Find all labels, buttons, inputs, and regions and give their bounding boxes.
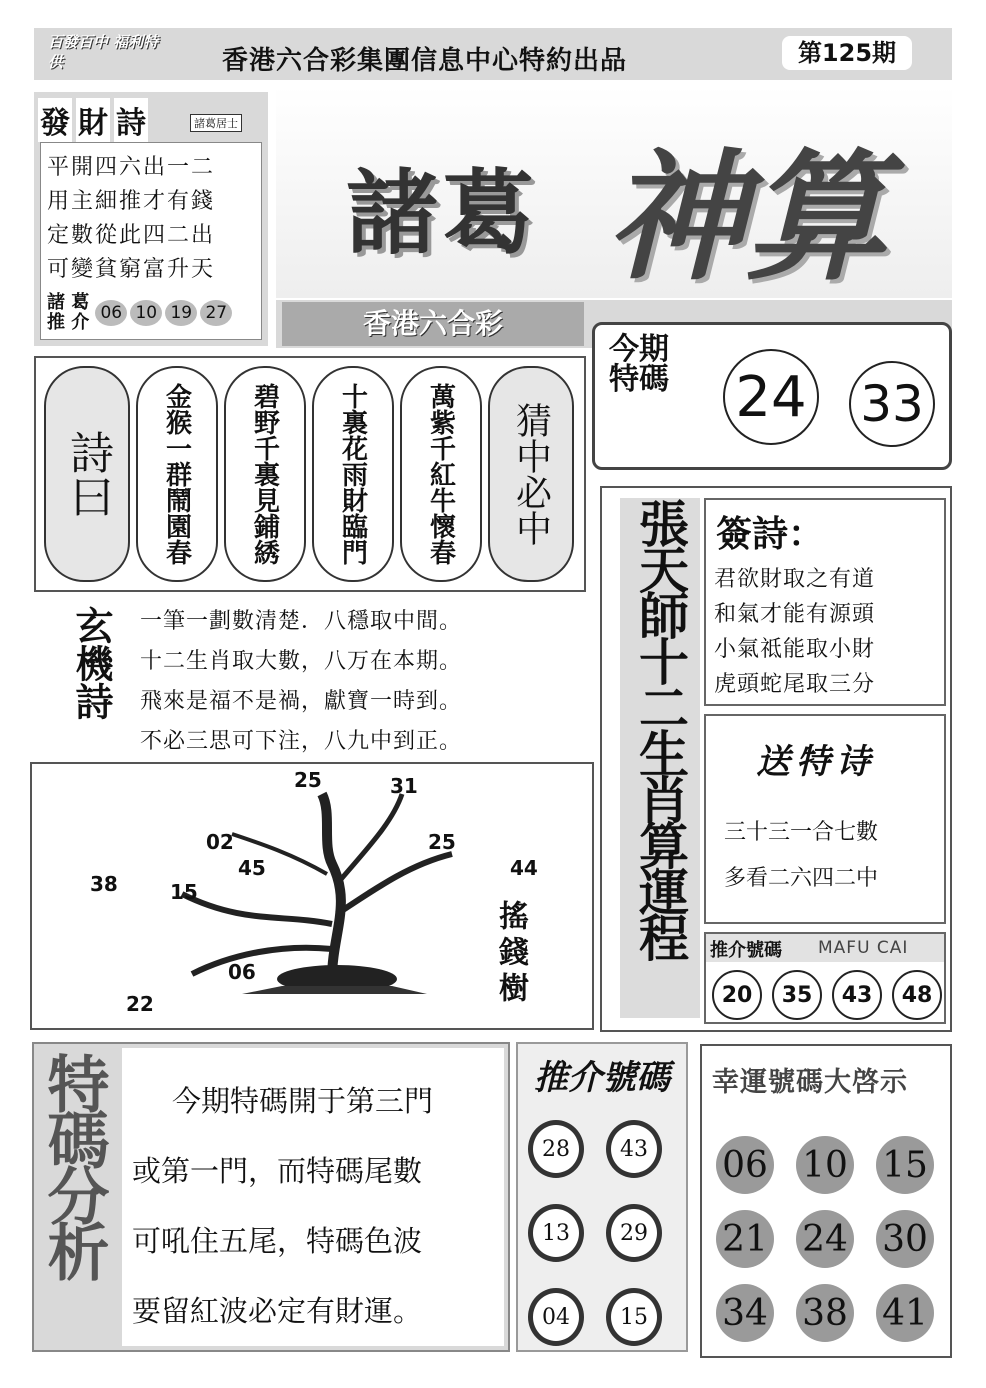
lucky-title: 幸運號碼大啓示 bbox=[712, 1067, 908, 1098]
special-code-label: 今期特碼 bbox=[609, 332, 669, 397]
special-code-number: 33 bbox=[849, 361, 935, 447]
brand-title-left: 諸葛 bbox=[346, 160, 539, 267]
xuanji-line: 飛來是福不是禍，獻寶一時到。 bbox=[140, 689, 463, 714]
facai-line: 可變貧窮富升天 bbox=[47, 257, 216, 282]
poem-column: 萬紫千紅牛懷春 bbox=[400, 366, 482, 582]
facai-poem-panel bbox=[34, 92, 268, 346]
xuanji-line: 一筆一劃數清楚．八穩取中間。 bbox=[140, 609, 463, 634]
facai-number: 27 bbox=[200, 300, 232, 326]
lucky-number: 06 bbox=[716, 1136, 774, 1194]
facai-number: 10 bbox=[130, 300, 162, 326]
poem-columns-panel bbox=[34, 356, 586, 592]
analysis-line: 要留紅波必定有財運。 bbox=[132, 1294, 423, 1328]
analysis-line: 今期特碼開于第三門 bbox=[172, 1084, 434, 1118]
lucky-number: 41 bbox=[876, 1284, 934, 1342]
songte-box bbox=[704, 714, 946, 924]
facai-number: 06 bbox=[95, 300, 127, 326]
tree-number: 22 bbox=[126, 992, 154, 1016]
issue-badge: 第125期 bbox=[782, 36, 912, 70]
poem-column: 十裏花雨財臨門 bbox=[312, 366, 394, 582]
qian-title: 簽詩： bbox=[716, 514, 825, 555]
xuanji-lines bbox=[140, 602, 586, 762]
tree-number: 25 bbox=[428, 830, 456, 854]
zhang-recommend-number: 48 bbox=[892, 970, 942, 1020]
money-tree-panel bbox=[30, 762, 594, 1030]
lucky-number: 30 bbox=[876, 1210, 934, 1268]
tuijie-number: 04 bbox=[528, 1288, 584, 1346]
tuijie-number: 15 bbox=[606, 1288, 662, 1346]
lucky-panel bbox=[700, 1044, 952, 1358]
tuijie-title: 推介號碼 bbox=[534, 1058, 670, 1098]
zhang-recommend-number: 43 bbox=[832, 970, 882, 1020]
qian-lines bbox=[714, 562, 875, 702]
lucky-number: 34 bbox=[716, 1284, 774, 1342]
xuanji-label: 玄機詩 bbox=[69, 606, 113, 720]
lucky-number: 21 bbox=[716, 1210, 774, 1268]
qian-box bbox=[704, 498, 946, 706]
special-code-number: 24 bbox=[723, 349, 819, 445]
facai-line: 平開四六出一二 bbox=[47, 155, 216, 180]
facai-heading-char: 財 bbox=[76, 98, 110, 142]
zhang-recommend-brand: MAFU CAI bbox=[818, 938, 909, 958]
qian-line: 虎頭蛇尾取三分 bbox=[714, 672, 876, 697]
special-code-panel bbox=[592, 322, 952, 470]
facai-heading bbox=[38, 98, 148, 142]
tree-number: 15 bbox=[170, 880, 198, 904]
facai-line: 用主細推才有錢 bbox=[47, 189, 216, 214]
tree-number: 02 bbox=[206, 830, 234, 854]
tree-number: 31 bbox=[390, 774, 418, 798]
tree-number: 38 bbox=[90, 872, 118, 896]
facai-body bbox=[40, 142, 262, 340]
qian-line: 小氣祗能取小財 bbox=[714, 637, 876, 662]
lucky-number: 24 bbox=[796, 1210, 854, 1268]
poem-last-column: 猜中必中 bbox=[488, 366, 574, 582]
brand-title bbox=[276, 86, 952, 298]
songte-lines bbox=[724, 810, 878, 902]
tree-number: 45 bbox=[238, 856, 266, 880]
facai-recommend-label: 推 介 bbox=[47, 312, 90, 333]
brand-title-right: 神算 bbox=[606, 136, 887, 300]
brand-subtitle: 香港六合彩 bbox=[282, 302, 584, 346]
analysis-line: 可吼住五尾，特碼色波 bbox=[132, 1224, 423, 1258]
analysis-label: 特碼分析 bbox=[37, 1052, 110, 1276]
poem-first-column: 詩曰 bbox=[44, 366, 130, 582]
analysis-panel bbox=[32, 1042, 510, 1352]
header-title: 香港六合彩集團信息中心特約出品 bbox=[222, 46, 628, 76]
zhang-recommend bbox=[704, 932, 946, 1024]
tuijie-number: 28 bbox=[528, 1120, 584, 1178]
facai-author: 諸葛居士 bbox=[190, 114, 242, 132]
xuanji-line: 不必三思可下注，八九中到正。 bbox=[140, 729, 463, 754]
tuijie-number: 29 bbox=[606, 1204, 662, 1262]
zhang-recommend-label: 推介號碼 bbox=[710, 940, 782, 961]
zhang-recommend-number: 20 bbox=[712, 970, 762, 1020]
xuanji-line: 十二生肖取大數，八万在本期。 bbox=[140, 649, 463, 674]
zhang-title: 張天師十二生肖算運程 bbox=[620, 498, 700, 1018]
qian-line: 君欲財取之有道 bbox=[714, 567, 876, 592]
header-bar bbox=[34, 28, 952, 80]
tree-label: 搖錢樹 bbox=[493, 900, 528, 1008]
tree-number: 25 bbox=[294, 768, 322, 792]
lucky-number: 38 bbox=[796, 1284, 854, 1342]
poem-column: 金猴一群鬧園春 bbox=[136, 366, 218, 582]
facai-heading-char: 詩 bbox=[114, 98, 148, 142]
analysis-line: 或第一門，而特碼尾數 bbox=[132, 1154, 423, 1188]
lucky-number: 10 bbox=[796, 1136, 854, 1194]
tuijie-panel bbox=[516, 1042, 688, 1352]
tuijie-number: 13 bbox=[528, 1204, 584, 1262]
tree-number: 06 bbox=[228, 960, 256, 984]
qian-line: 和氣才能有源頭 bbox=[714, 602, 876, 627]
facai-line: 定數從此四二出 bbox=[47, 223, 216, 248]
tuijie-number: 43 bbox=[606, 1120, 662, 1178]
lucky-number: 15 bbox=[876, 1136, 934, 1194]
songte-line: 三十三一合七數 bbox=[724, 820, 879, 845]
header-badge: 百發百中 福利特供 bbox=[48, 33, 159, 71]
facai-number: 19 bbox=[165, 300, 197, 326]
tree-number: 44 bbox=[510, 856, 538, 880]
facai-heading-char: 發 bbox=[38, 98, 72, 142]
poem-column: 碧野千裏見鋪綉 bbox=[224, 366, 306, 582]
songte-title: 送特诗 bbox=[756, 742, 876, 782]
analysis-body bbox=[122, 1048, 504, 1346]
songte-line: 多看二六四二中 bbox=[724, 866, 879, 891]
zhang-panel bbox=[600, 486, 952, 1032]
zhang-recommend-number: 35 bbox=[772, 970, 822, 1020]
facai-recommend-label: 諸 葛 bbox=[47, 292, 90, 313]
